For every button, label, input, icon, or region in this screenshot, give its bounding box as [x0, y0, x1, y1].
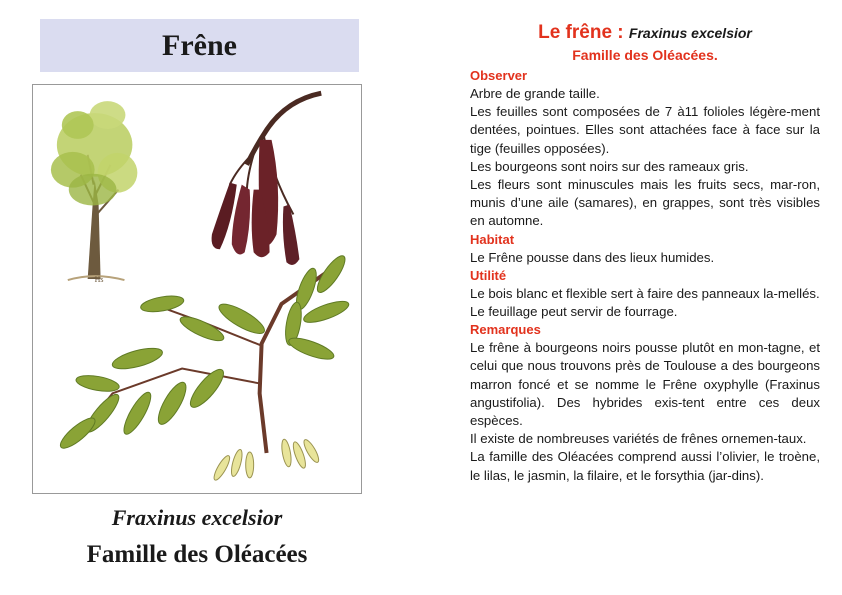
paragraph: Les bourgeons sont noirs sur des rameaux gris.	[470, 158, 749, 174]
section-observer	[470, 67, 820, 231]
paragraph: Le feuillage peut servir de fourrage.	[470, 304, 678, 320]
section-title: Observer	[470, 68, 528, 83]
section-habitat	[470, 231, 820, 267]
title-banner	[40, 19, 359, 72]
paragraph: Le bois blanc et flexible sert à faire des panneaux la-mellés.	[470, 285, 820, 301]
section-title: Remarques	[470, 322, 541, 338]
botanical-illustration	[32, 84, 362, 494]
artist-mark: Hs	[94, 275, 104, 285]
family-caption: Famille des Oléacées	[86, 541, 308, 568]
paragraph: La famille des Oléacées comprend aussi l’olivier, le troène, le lilas, le jasmin, la filaire, et le forsythia (jar-dins).	[470, 449, 820, 483]
page-title: Frêne	[162, 28, 237, 62]
description-heading	[470, 22, 820, 44]
latin-name-caption: Fraxinus excelsior	[111, 505, 283, 530]
heading-latin-name: Fraxinus excelsior	[628, 25, 752, 41]
section-title: Utilité	[470, 267, 507, 283]
section-remarques	[470, 321, 820, 485]
description-subheading: Famille des Oléacées.	[572, 47, 718, 63]
tree-drawing	[51, 101, 137, 284]
section-title: Habitat	[470, 231, 515, 247]
paragraph: Il existe de nombreuses variétés de frênes ornemen-taux.	[470, 431, 807, 447]
leaf-branch-drawing	[57, 252, 352, 482]
heading-common-name: Le frêne :	[538, 22, 629, 43]
section-utilite	[470, 267, 820, 321]
paragraph: Le Frêne pousse dans des lieux humides.	[470, 249, 715, 265]
paragraph: Les fleurs sont minuscules mais les fruits secs, mar-ron, munis d’une aile (samares), en grappes, sont très visibles en automne.	[470, 177, 820, 229]
paragraph: Le frêne à bourgeons noirs pousse plutôt en mon-tagne, et celui que nous trouvons près de Toulouse a des bourgeons marron foncé et se nomme le Frêne oxyphylle (Fraxinus angustifolia). Des hybrides exis-tent entre ces deux espèces.	[470, 340, 820, 429]
paragraph: Les feuilles sont composées de 7 à11 folioles légère-ment dentées, pointues. Elles sont attachées face à face sur la tige (feuilles opposées).	[470, 104, 820, 156]
description-column	[470, 22, 820, 485]
paragraph: Arbre de grande taille.	[470, 86, 600, 101]
samara-cluster-drawing	[212, 93, 322, 265]
